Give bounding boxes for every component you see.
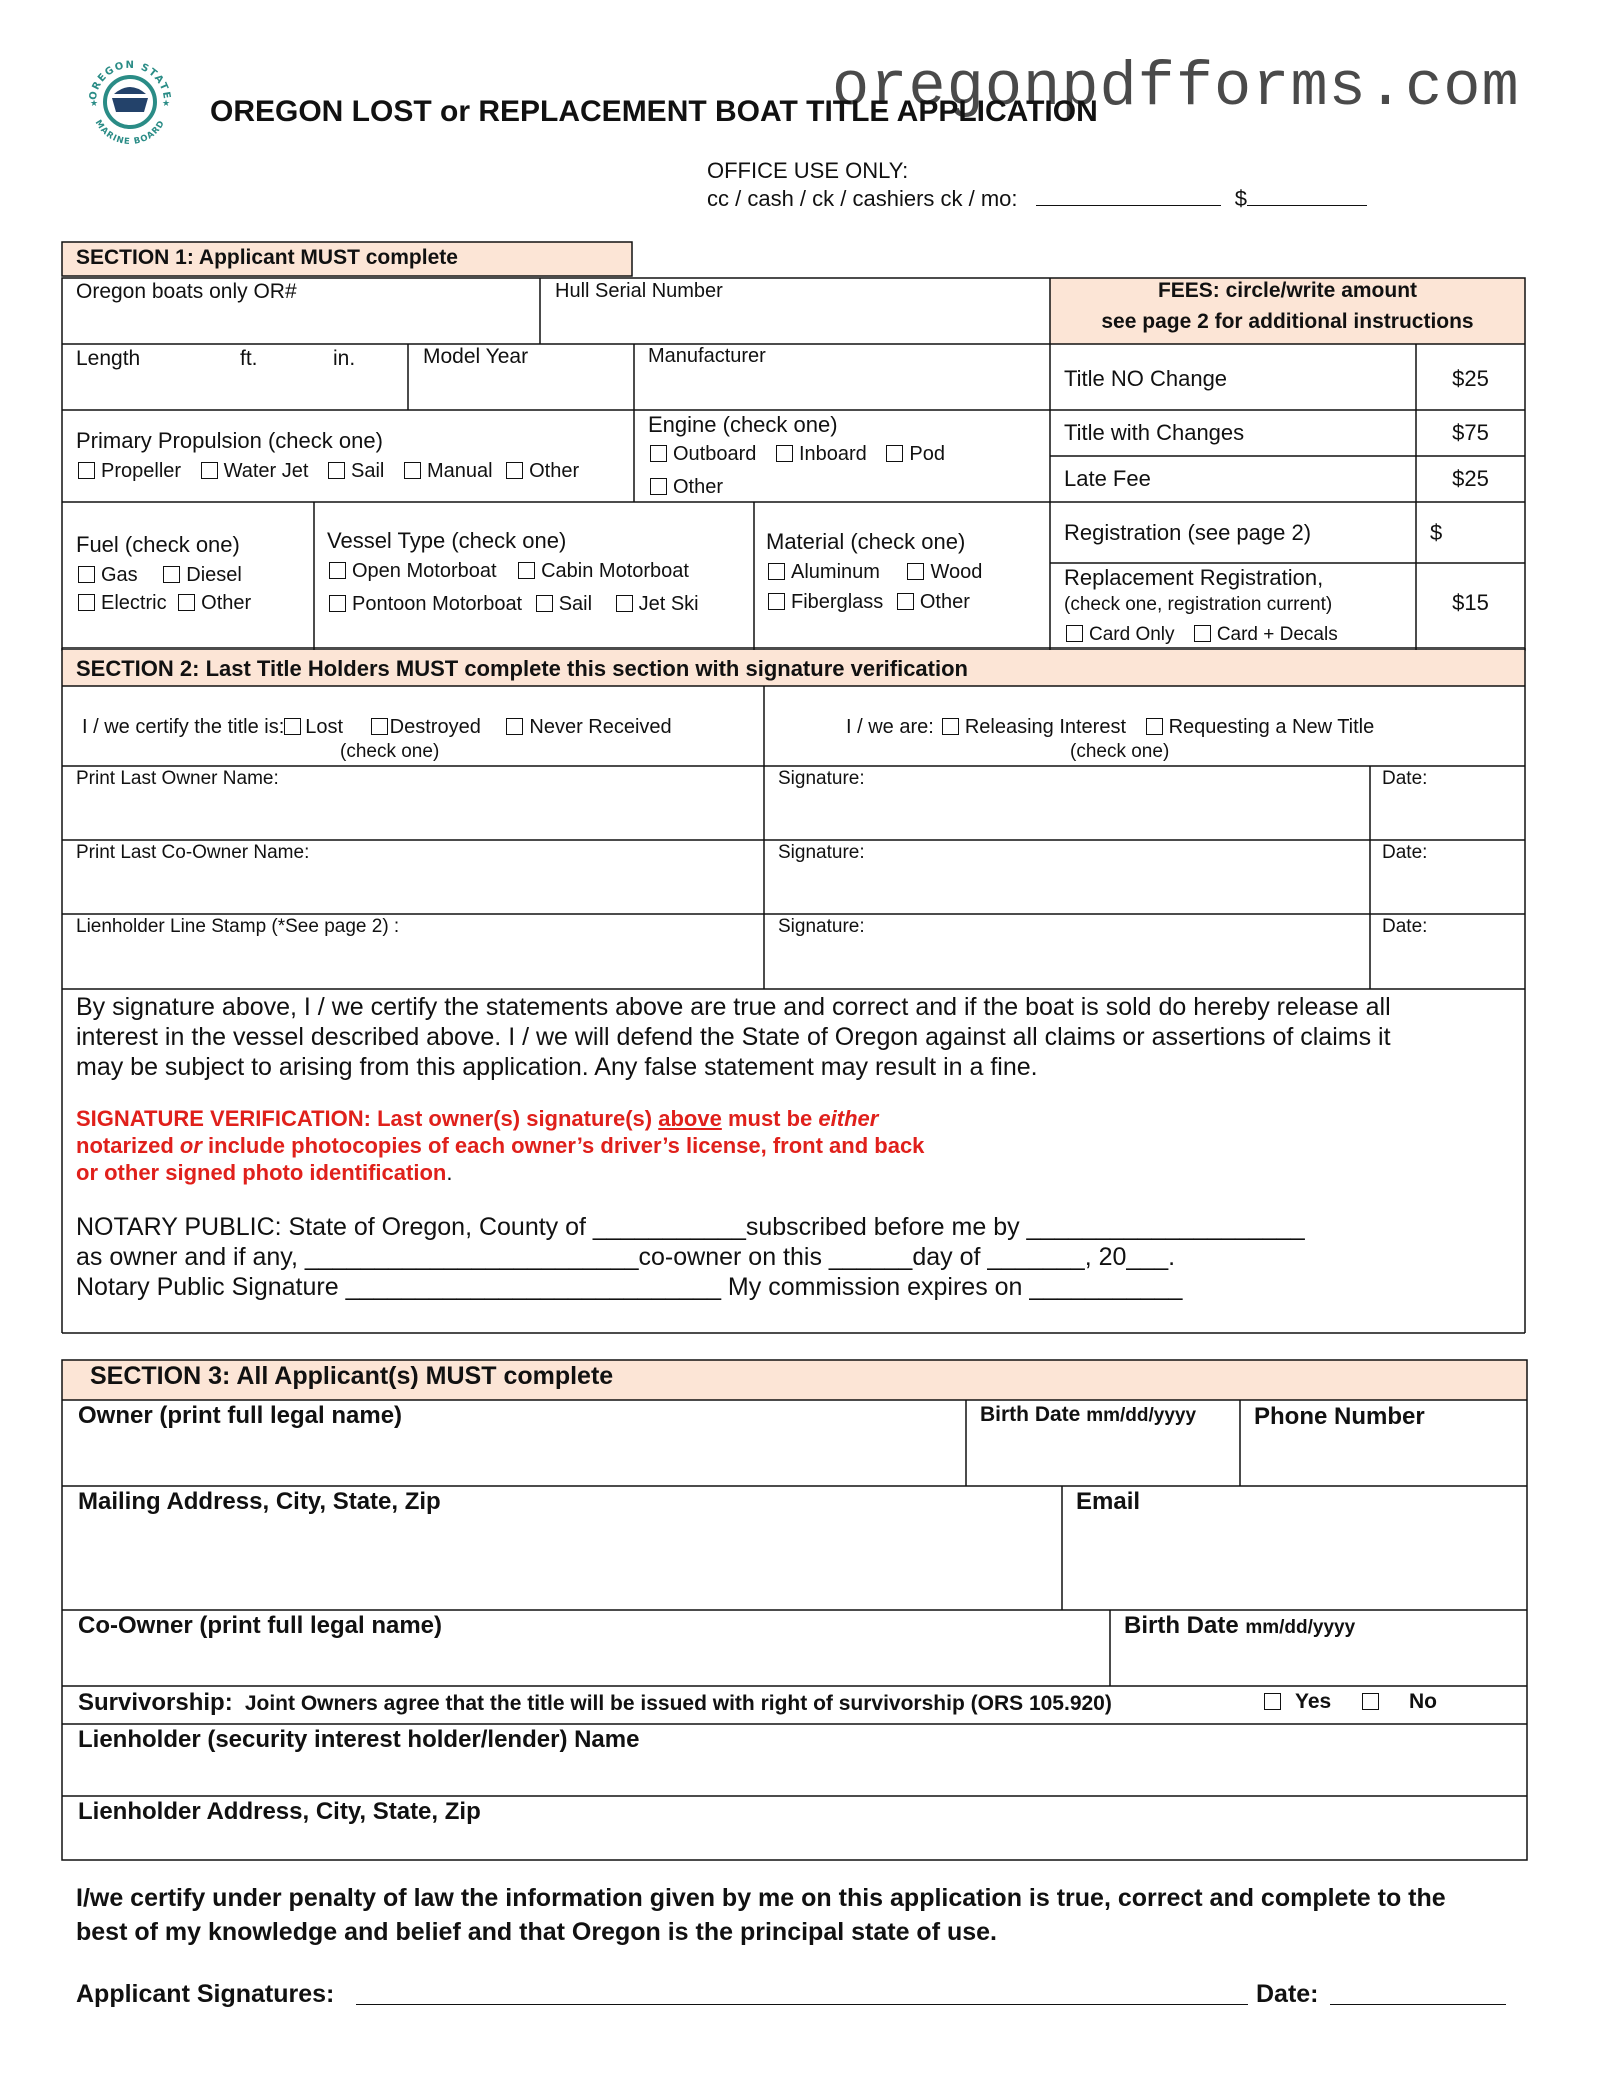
- pontoon-checkbox[interactable]: [329, 595, 346, 612]
- lienholder-stamp-label: Lienholder Line Stamp (*See page 2) :: [76, 916, 400, 937]
- releasing-interest-checkbox[interactable]: [942, 718, 959, 735]
- fee-late: Late Fee: [1064, 466, 1151, 491]
- vessel-options-row1: [329, 560, 689, 583]
- owner-name-label: Owner (print full legal name): [78, 1402, 403, 1429]
- survivorship-no: No: [1362, 1690, 1437, 1714]
- material-label: Material (check one): [766, 529, 966, 554]
- svg-text:★: ★: [90, 98, 99, 108]
- replacement-registration-note: (check one, registration current): [1064, 594, 1333, 615]
- jet-ski-label: Jet Ski: [638, 593, 699, 615]
- last-owner-name-label: Print Last Owner Name:: [76, 768, 279, 789]
- we-are-label: I / we are:: [846, 716, 934, 738]
- last-owner-date-label: Date:: [1382, 768, 1428, 789]
- lost-checkbox[interactable]: [284, 718, 301, 735]
- fee-title-no-change-amount: $25: [1452, 366, 1489, 391]
- gas-label: Gas: [101, 564, 138, 586]
- fee-title-with-changes-amount: $75: [1452, 420, 1489, 445]
- section2-header: SECTION 2: Last Title Holders MUST complete this section with signature verification: [76, 656, 968, 681]
- hull-serial-label: Hull Serial Number: [555, 280, 723, 302]
- vessel-type-label: Vessel Type (check one): [327, 528, 567, 553]
- lienholder-signature-label: Signature:: [778, 916, 865, 937]
- other-engine-label: Other: [673, 476, 724, 498]
- final-certify-2: best of my knowledge and belief and that Oregon is the principal state of use.: [76, 1918, 997, 1946]
- certify-statement-1: By signature above, I / we certify the statements above are true and correct and if the boat is sold do hereby release all: [76, 993, 1391, 1021]
- open-motorboat-label: Open Motorboat: [352, 560, 497, 582]
- notary-line-1: NOTARY PUBLIC: State of Oregon, County of ___________subscribed before me by ____________________: [76, 1213, 1305, 1241]
- diesel-checkbox[interactable]: [163, 566, 180, 583]
- survivorship-no-checkbox[interactable]: [1362, 1693, 1379, 1710]
- vessel-options-row2: [329, 593, 699, 616]
- material-options-row1: [768, 561, 982, 584]
- length-ft: ft.: [240, 347, 258, 370]
- length-in: in.: [333, 347, 356, 370]
- signature-verification-2: notarized or include photocopies of each owner’s driver’s license, front and back: [76, 1133, 925, 1158]
- other-prop-label: Other: [529, 460, 580, 482]
- replacement-registration-amount: $15: [1452, 590, 1489, 615]
- other-engine-checkbox[interactable]: [650, 478, 667, 495]
- office-use-label: OFFICE USE ONLY:: [707, 158, 909, 183]
- water-jet-checkbox[interactable]: [201, 462, 218, 479]
- electric-checkbox[interactable]: [78, 594, 95, 611]
- material-options-row2: [768, 591, 970, 614]
- other-material-label: Other: [919, 591, 970, 613]
- cabin-motorboat-checkbox[interactable]: [518, 562, 535, 579]
- fuel-options-row2: [78, 592, 251, 615]
- outboard-checkbox[interactable]: [650, 445, 667, 462]
- certify-statement-2: interest in the vessel described above. I / we will defend the State of Oregon against all claims or assertions of claims it: [76, 1023, 1391, 1051]
- survivorship-text: Joint Owners agree that the title will be issued with right of survivorship (ORS 105.920): [244, 1692, 1112, 1715]
- card-decals-label: Card + Decals: [1216, 624, 1338, 645]
- section1-header: SECTION 1: Applicant MUST complete: [76, 246, 458, 269]
- outboard-label: Outboard: [673, 443, 757, 465]
- pontoon-label: Pontoon Motorboat: [352, 593, 523, 615]
- applicant-date-label: Date:: [1256, 1980, 1319, 2008]
- lienholder-name-label: Lienholder (security interest holder/lender) Name: [78, 1726, 640, 1753]
- card-only-label: Card Only: [1089, 624, 1175, 645]
- last-coowner-name-label: Print Last Co-Owner Name:: [76, 842, 310, 863]
- lienholder-date-label: Date:: [1382, 916, 1428, 937]
- logo-text-bottom: MARINE BOARD: [92, 118, 168, 148]
- sail-vessel-checkbox[interactable]: [536, 595, 553, 612]
- last-owner-signature-label: Signature:: [778, 768, 865, 789]
- sail-prop-checkbox[interactable]: [328, 462, 345, 479]
- inboard-label: Inboard: [798, 443, 867, 465]
- fuel-label: Fuel (check one): [76, 532, 240, 557]
- survivorship-label: Survivorship:: [78, 1689, 233, 1716]
- engine-options-row2: [650, 476, 723, 499]
- final-certify-1: I/we certify under penalty of law the information given by me on this application is true, correct and complete to the: [76, 1884, 1446, 1912]
- wood-label: Wood: [930, 561, 983, 583]
- email-label: Email: [1076, 1488, 1141, 1515]
- last-coowner-date-label: Date:: [1382, 842, 1428, 863]
- requesting-new-title-checkbox[interactable]: [1146, 718, 1163, 735]
- mailing-address-label: Mailing Address, City, State, Zip: [78, 1488, 441, 1515]
- diesel-label: Diesel: [186, 564, 242, 586]
- notary-line-2: as owner and if any, ________________________co-owner on this ______day of _______, 20___.: [76, 1243, 1176, 1271]
- co-owner-birth-date-label: Birth Date mm/dd/yyyy: [1124, 1612, 1356, 1639]
- phone-number-label: Phone Number: [1254, 1403, 1425, 1430]
- page-title: OREGON LOST or REPLACEMENT BOAT TITLE APPLICATION: [210, 95, 1098, 128]
- survivorship-row: [78, 1689, 1112, 1717]
- survivorship-yes: Yes: [1264, 1690, 1331, 1714]
- logo-text-top: OREGON STATE: [87, 59, 173, 101]
- owner-birth-date-label: Birth Date mm/dd/yyyy: [980, 1403, 1197, 1426]
- signature-verification-3: or other signed photo identification.: [76, 1160, 453, 1185]
- requesting-new-title-label: Requesting a New Title: [1168, 716, 1375, 738]
- last-coowner-signature-label: Signature:: [778, 842, 865, 863]
- cabin-motorboat-label: Cabin Motorboat: [541, 560, 689, 582]
- fiberglass-checkbox[interactable]: [768, 593, 785, 610]
- aluminum-label: Aluminum: [791, 561, 880, 583]
- length-label: Length: [76, 347, 141, 370]
- fuel-options-row1: [78, 564, 242, 587]
- electric-label: Electric: [101, 592, 167, 614]
- other-fuel-checkbox[interactable]: [178, 594, 195, 611]
- model-year-label: Model Year: [423, 345, 529, 368]
- lost-label: Lost: [305, 716, 344, 738]
- fees-header-2: see page 2 for additional instructions: [1101, 310, 1474, 333]
- certify-title-options: [82, 716, 672, 739]
- engine-label: Engine (check one): [648, 412, 838, 437]
- destroyed-checkbox[interactable]: [371, 718, 388, 735]
- we-are-options: [846, 716, 1374, 739]
- payment-dollar: $: [1234, 186, 1248, 211]
- watermark: oregonpdfforms.com: [832, 52, 1520, 123]
- sail-vessel-label: Sail: [558, 593, 593, 615]
- water-jet-label: Water Jet: [223, 460, 309, 482]
- pod-checkbox[interactable]: [886, 445, 903, 462]
- lienholder-address-label: Lienholder Address, City, State, Zip: [78, 1798, 481, 1825]
- manual-checkbox[interactable]: [404, 462, 421, 479]
- aluminum-checkbox[interactable]: [768, 563, 785, 580]
- other-prop-checkbox[interactable]: [506, 462, 523, 479]
- gas-checkbox[interactable]: [78, 566, 95, 583]
- survivorship-yes-checkbox[interactable]: [1264, 1693, 1281, 1710]
- replacement-registration-label: Replacement Registration,: [1064, 565, 1324, 590]
- propulsion-options: [78, 460, 579, 483]
- sail-prop-label: Sail: [351, 460, 385, 482]
- signature-verification-1: SIGNATURE VERIFICATION: Last owner(s) signature(s) above must be either: [76, 1106, 879, 1131]
- certify-check-one: (check one): [340, 741, 440, 762]
- or-number-label: Oregon boats only OR#: [76, 280, 297, 303]
- releasing-interest-label: Releasing Interest: [964, 716, 1127, 738]
- manual-label: Manual: [426, 460, 493, 482]
- payment-methods: cc / cash / ck / cashiers ck / mo:: [707, 186, 1018, 211]
- applicant-signature-line[interactable]: [356, 2004, 1248, 2005]
- we-are-check-one: (check one): [1070, 741, 1170, 762]
- certify-statement-3: may be subject to arising from this application. Any false statement may result in a fine.: [76, 1053, 1038, 1081]
- engine-options-row1: [650, 443, 945, 466]
- co-owner-name-label: Co-Owner (print full legal name): [78, 1612, 443, 1639]
- applicant-signatures-label: Applicant Signatures:: [76, 1980, 335, 2008]
- propulsion-label: Primary Propulsion (check one): [76, 428, 383, 453]
- applicant-date-line[interactable]: [1330, 2004, 1506, 2005]
- fees-header-1: FEES: circle/write amount: [1157, 279, 1418, 302]
- fee-registration: Registration (see page 2): [1064, 520, 1312, 545]
- propeller-label: Propeller: [101, 460, 182, 482]
- propeller-checkbox[interactable]: [78, 462, 95, 479]
- other-material-checkbox[interactable]: [897, 593, 914, 610]
- open-motorboat-checkbox[interactable]: [329, 562, 346, 579]
- certify-title-label: I / we certify the title is:: [82, 716, 285, 738]
- manufacturer-label: Manufacturer: [648, 345, 766, 367]
- wood-checkbox[interactable]: [907, 563, 924, 580]
- fee-title-no-change: Title NO Change: [1064, 366, 1228, 391]
- destroyed-label: Destroyed: [389, 716, 481, 738]
- inboard-checkbox[interactable]: [776, 445, 793, 462]
- pod-label: Pod: [909, 443, 945, 465]
- fee-title-with-changes: Title with Changes: [1064, 420, 1245, 445]
- fee-registration-amount: $: [1430, 520, 1443, 545]
- never-received-checkbox[interactable]: [506, 718, 523, 735]
- notary-line-3: Notary Public Signature ___________________________ My commission expires on ___________: [76, 1273, 1183, 1301]
- svg-text:★: ★: [162, 98, 171, 108]
- section3-header: SECTION 3: All Applicant(s) MUST complete: [90, 1362, 614, 1390]
- fiberglass-label: Fiberglass: [791, 591, 884, 613]
- other-fuel-label: Other: [201, 592, 252, 614]
- jet-ski-checkbox[interactable]: [616, 595, 633, 612]
- never-received-label: Never Received: [529, 716, 672, 738]
- fee-late-amount: $25: [1452, 466, 1489, 491]
